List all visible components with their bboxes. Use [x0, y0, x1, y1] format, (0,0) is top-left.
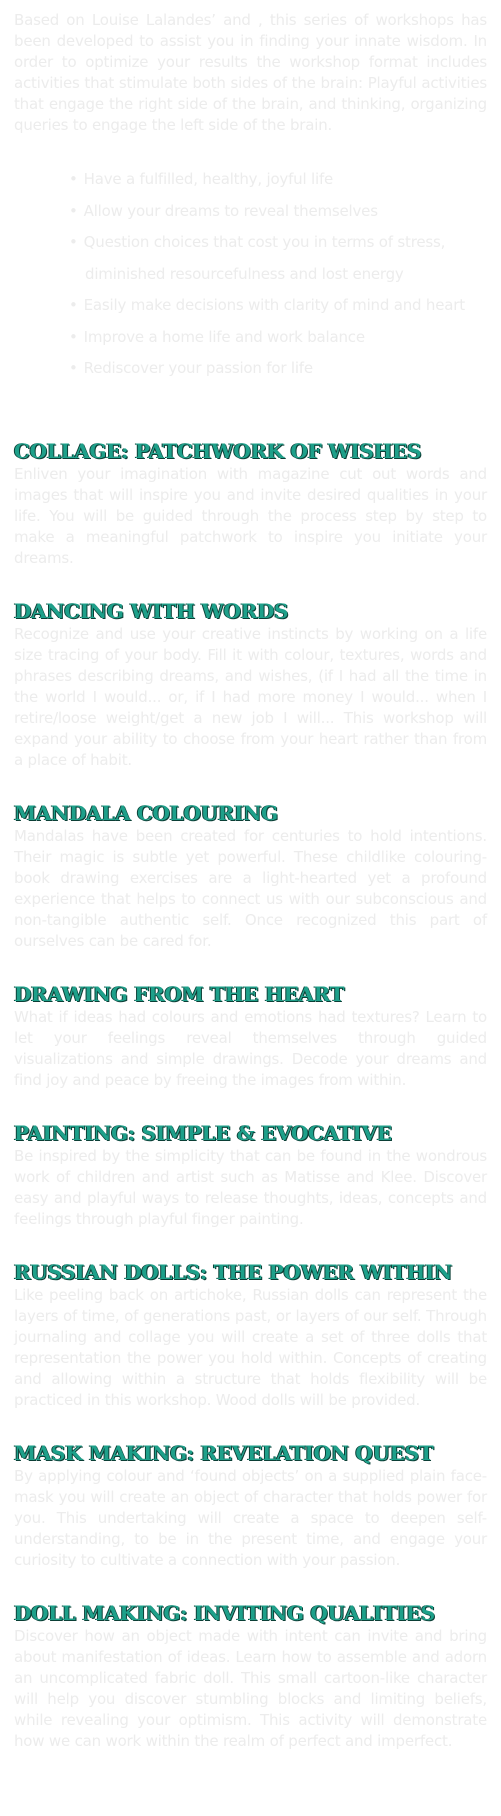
- benefits-list: [14, 164, 487, 385]
- section-heading: DOLL MAKING: INVITING QUALITIES: [14, 1600, 435, 1625]
- workshop-sections: [14, 438, 487, 1752]
- list-item: • Have a fulfilled, healthy, joyful life: [69, 170, 334, 188]
- section-description: Enliven your imagination with magazine cut out words and images that will inspire you and invite desired qualities in your life. You will be guided through the process step by step to make a meaningful patchwork to inspire you initiate your dreams.: [14, 464, 487, 567]
- bullet-icon: •: [69, 327, 78, 346]
- section-heading: COLLAGE: PATCHWORK OF WISHES: [14, 438, 422, 463]
- workshop-section: [14, 981, 487, 1091]
- section-description: Recognize and use your creative instincts by working on a life size tracing of your body. Fill it with colour, textures, words and phrases describing dreams, and wishes, (if I had all the time in the world I would... or, if I had more money I would... when I retire/loose weight/get a new job I will... This workshop will expand your ability to choose from your heart rather than from a place of habit.: [14, 624, 487, 769]
- section-heading: RUSSIAN DOLLS: THE POWER WITHIN: [14, 1259, 452, 1284]
- workshop-section: [14, 598, 487, 771]
- section-description: Mandalas have been created for centuries to hold intentions. Their magic is subtle yet powerful. These childlike colouring-book drawing exercises are a light-hearted yet a profound experience that helps to connect us with our subconscious and non-tangible authentic self. Once recognized this part of ourselves can be cared for.: [14, 826, 487, 950]
- section-description: Like peeling back on artichoke, Russian dolls can represent the layers of time, of generations past, or layers of our self. Through journaling and collage you will create a set of three dolls that representation the power you hold within. Concepts of creating and allowing within a structure that holds flexibility will be practiced in this workshop. Wood dolls will be provided.: [14, 1285, 487, 1409]
- section-heading: PAINTING: SIMPLE & EVOCATIVE: [14, 1120, 392, 1145]
- list-item-continuation: diminished resourcefulness and lost energy: [85, 264, 404, 283]
- list-item: • Improve a home life and work balance: [69, 327, 365, 346]
- bullet-icon: •: [69, 201, 78, 220]
- bullet-icon: •: [69, 170, 78, 188]
- bullet-icon: •: [69, 359, 78, 377]
- list-item: • Easily make decisions with clarity of mind and heart: [69, 296, 465, 314]
- workshop-section: [14, 800, 487, 952]
- section-heading: DRAWING FROM THE HEART: [14, 981, 345, 1006]
- section-heading: MANDALA COLOURING: [14, 800, 278, 825]
- workshop-section: [14, 438, 487, 569]
- bullet-icon: •: [69, 233, 78, 251]
- bullet-icon: •: [69, 296, 78, 314]
- list-item: • Question choices that cost you in terms of stress, diminished resourcefulness and lost energy: [69, 227, 487, 290]
- section-description: What if ideas had colours and emotions had textures? Learn to let your feelings reveal themselves through guided visualizations and simple drawings. Decode your dreams and find joy and peace by freeing the images from within.: [14, 1007, 487, 1089]
- section-heading: DANCING WITH WORDS: [14, 598, 289, 623]
- workshop-section: [14, 1120, 487, 1230]
- intro-paragraph: Based on Louise Lalandes’ and , this series of workshops has been developed to assist you in finding your innate wisdom. In order to optimize your results the workshop format includes activities that stimulate both sides of the brain: Playful activities that engage the right side of the brain, and thinking, organizing queries to engage the left side of the brain.: [14, 11, 487, 134]
- section-description: Discover how an object made with intent can invite and bring about manifestation of ideas. Learn how to assemble and adorn an uncomplicated fabric doll. This small cartoon-like character will help you discover stumbling blocks and limiting beliefs, while revealing your optimism. This activity will demonstrate how we can work within the realm of perfect and imperfect.: [14, 1626, 487, 1750]
- workshop-section: [14, 1259, 487, 1411]
- list-item: • Allow your dreams to reveal themselves: [69, 201, 378, 220]
- section-heading: MASK MAKING: REVELATION QUEST: [14, 1440, 434, 1465]
- section-description: Be inspired by the simplicity that can be found in the wondrous work of children and artist such as Matisse and Klee. Discover easy and playful ways to release thoughts, ideas, concepts and feelings through playful finger painting.: [14, 1146, 487, 1228]
- list-item: • Rediscover your passion for life: [69, 359, 313, 377]
- workshop-section: [14, 1440, 487, 1571]
- workshop-section: [14, 1600, 487, 1752]
- section-description: By applying colour and ‘found objects’ on a supplied plain face-mask you will create an object of character that holds power for you. This undertaking will create a space to deepen self-understanding, to be in the present time, and engage your curiosity to cultivate a connection with your passion.: [14, 1466, 487, 1569]
